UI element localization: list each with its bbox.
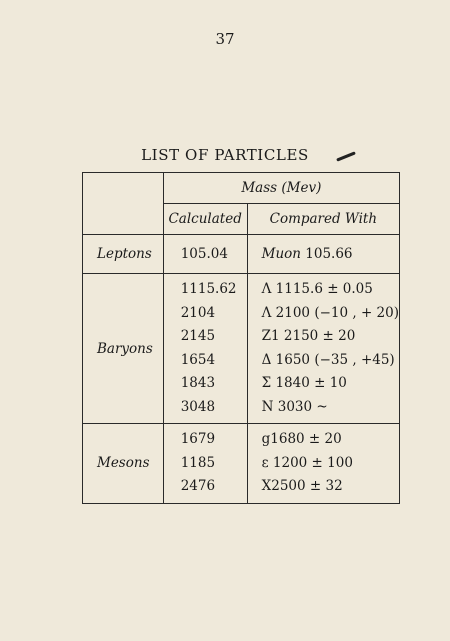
calculated-header: Calculated <box>163 204 247 235</box>
baryon-calculated-value: 3048 <box>180 398 216 415</box>
leptons-compared-value: 105.66 <box>305 246 353 262</box>
meson-compared-value: X2500 ± 32 <box>261 478 343 494</box>
baryon-compared-value: N 3030 ~ <box>261 398 328 415</box>
baryons-compared <box>247 274 399 424</box>
leptons-calculated: 105.04 <box>163 235 247 274</box>
leptons-label: Leptons <box>83 235 164 274</box>
baryons-label: Baryons <box>83 274 164 424</box>
meson-calculated-value: 1679 <box>180 431 216 447</box>
baryon-compared-value: Δ 1650 (−35 , +45) <box>261 351 395 368</box>
page-title: LIST OF PARTICLES <box>141 146 309 164</box>
page-number: 37 <box>215 30 235 48</box>
baryon-compared-value: Σ 1840 ± 10 <box>261 375 347 391</box>
meson-calculated-value: 1185 <box>180 454 216 471</box>
compared-header: Compared With <box>247 204 399 235</box>
baryon-compared-value: Ζ1 2150 ± 20 <box>261 328 356 344</box>
meson-compared-value: ε 1200 ± 100 <box>261 454 353 471</box>
leptons-row <box>83 235 400 274</box>
blank-header-cell <box>83 173 164 235</box>
mesons-calculated <box>163 424 247 504</box>
baryons-calculated <box>163 274 247 424</box>
meson-compared-value: g1680 ± 20 <box>261 431 342 447</box>
baryon-compared-value: Λ 2100 (−10 , + 20) <box>261 304 399 321</box>
leptons-compared <box>247 235 399 274</box>
particles-table <box>82 172 400 504</box>
baryon-calculated-value: 2145 <box>180 328 216 344</box>
baryon-calculated-value: 2104 <box>180 304 216 321</box>
baryon-calculated-value: 1843 <box>180 375 216 391</box>
mass-header: Mass (Mev) <box>163 173 399 204</box>
baryon-compared-value: Λ 1115.6 ± 0.05 <box>261 281 373 297</box>
baryons-row <box>83 274 400 424</box>
baryon-calculated-value: 1115.62 <box>180 281 237 297</box>
leptons-compared-name: Muon <box>261 246 301 262</box>
mesons-label: Mesons <box>83 424 164 504</box>
mesons-row <box>83 424 400 504</box>
meson-calculated-value: 2476 <box>180 478 216 494</box>
baryon-calculated-value: 1654 <box>180 351 216 368</box>
mesons-compared <box>247 424 399 504</box>
